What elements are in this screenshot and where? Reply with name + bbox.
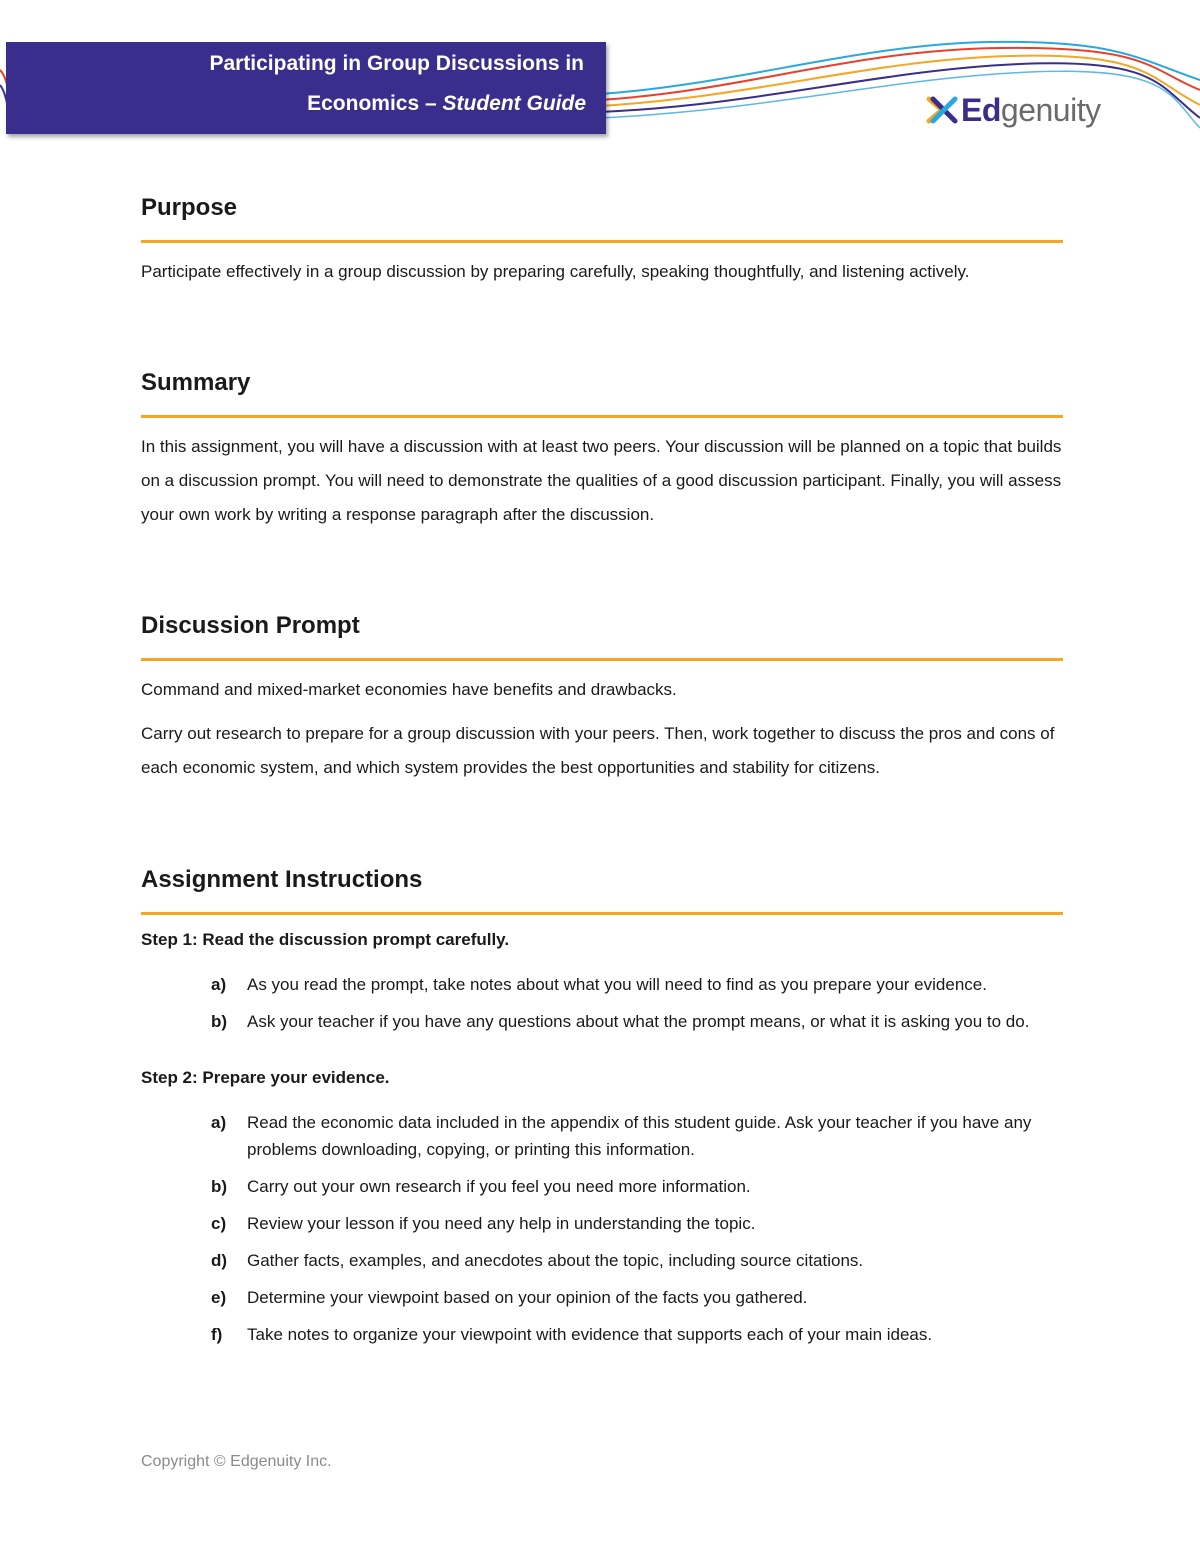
list-item: [141, 1284, 1063, 1311]
list-item-text: As you read the prompt, take notes about what you will need to find as you prepare your evidence.: [247, 975, 987, 994]
purpose-text: Participate effectively in a group discussion by preparing carefully, speaking thoughtfully, and listening actively.: [141, 262, 970, 281]
step-2-title: Step 2: Prepare your evidence.: [141, 1068, 390, 1087]
list-marker: a): [211, 1113, 227, 1132]
assignment-heading: Assignment Instructions: [141, 866, 1063, 915]
step-2: [141, 1067, 1063, 1348]
title-line-2: [307, 92, 586, 116]
list-item-text: Read the economic data included in the appendix of this student guide. Ask your teacher if you have any problems downloading, copying, or printing this information.: [247, 1113, 1032, 1159]
step-1: [141, 929, 1063, 1035]
list-item: [141, 1173, 1063, 1200]
purpose-heading: Purpose: [141, 194, 1063, 243]
prompt-paragraph-1: Command and mixed-market economies have benefits and drawbacks.: [141, 680, 677, 699]
section-purpose: [141, 194, 1063, 289]
list-marker: c): [211, 1214, 227, 1233]
edgenuity-logo: [925, 90, 1101, 130]
list-marker: d): [211, 1251, 228, 1270]
list-item: [141, 1321, 1063, 1348]
section-summary: [141, 369, 1063, 532]
list-marker: b): [211, 1012, 228, 1031]
logo-genuity: genuity: [1000, 92, 1101, 128]
prompt-paragraph-2: Carry out research to prepare for a group discussion with your peers. Then, work together to discuss the pros and cons of each economic system, and which system provides the best opportunities and stability for citizens.: [141, 724, 1055, 777]
title-line-2-prefix: Economics –: [307, 92, 443, 115]
list-marker: a): [211, 975, 227, 994]
logo-wordmark: [961, 93, 1101, 127]
list-item-text: Review your lesson if you need any help in understanding the topic.: [247, 1214, 756, 1233]
list-item-text: Take notes to organize your viewpoint with evidence that supports each of your main ideas.: [247, 1325, 933, 1344]
step-1-list: [141, 971, 1063, 1035]
list-item-text: Determine your viewpoint based on your opinion of the facts you gathered.: [247, 1288, 808, 1307]
logo-ed: Ed: [961, 92, 1001, 128]
list-item: [141, 1008, 1063, 1035]
title-line-1: Participating in Group Discussions in: [209, 52, 584, 75]
step-2-list: [141, 1109, 1063, 1348]
list-item-text: Carry out your own research if you feel you need more information.: [247, 1177, 751, 1196]
summary-text: In this assignment, you will have a discussion with at least two peers. Your discussion will be planned on a topic that builds on a discussion prompt. You will need to demonstrate the qualities of a good discussion participant. Finally, you will assess your own work by writing a response paragraph after the discussion.: [141, 437, 1062, 524]
list-marker: f): [211, 1325, 223, 1344]
list-item: [141, 1247, 1063, 1274]
list-marker: b): [211, 1177, 228, 1196]
footer-copyright: Copyright © Edgenuity Inc.: [141, 1453, 332, 1470]
title-line-2-italic: Student Guide: [442, 92, 586, 115]
list-item: [141, 1210, 1063, 1237]
list-item-text: Gather facts, examples, and anecdotes about the topic, including source citations.: [247, 1251, 864, 1270]
summary-heading: Summary: [141, 369, 1063, 418]
section-discussion-prompt: [141, 612, 1063, 785]
list-item: [141, 1109, 1063, 1163]
step-1-title: Step 1: Read the discussion prompt carefully.: [141, 930, 510, 949]
list-item: [141, 971, 1063, 998]
list-item-text: Ask your teacher if you have any questions about what the prompt means, or what it is asking you to do.: [247, 1012, 1030, 1031]
section-assignment-instructions: [141, 866, 1063, 1358]
title-banner: [6, 42, 606, 134]
prompt-heading: Discussion Prompt: [141, 612, 1063, 661]
list-marker: e): [211, 1288, 227, 1307]
edgenuity-x-icon: [925, 93, 959, 127]
